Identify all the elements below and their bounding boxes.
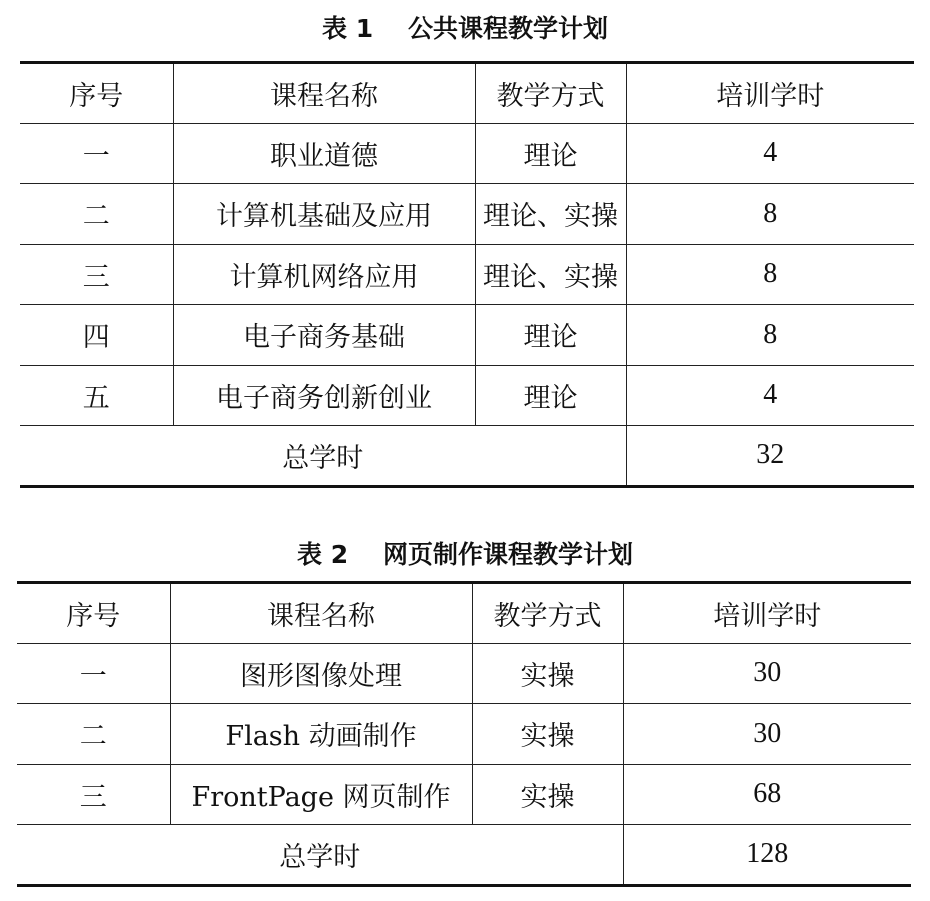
total-hours-value: 32 bbox=[626, 426, 914, 487]
table-row bbox=[20, 244, 914, 305]
total-hours-value: 128 bbox=[623, 825, 911, 886]
teaching-method: 理论、实操 bbox=[475, 244, 626, 305]
teaching-method: 实操 bbox=[472, 704, 623, 765]
teaching-method: 实操 bbox=[472, 643, 623, 704]
course-name: 计算机网络应用 bbox=[173, 244, 475, 305]
course-name: 职业道德 bbox=[173, 123, 475, 184]
course-name: Flash 动画制作 bbox=[170, 704, 472, 765]
course-name: 电子商务基础 bbox=[173, 305, 475, 366]
total-hours-label: 总学时 bbox=[20, 426, 626, 487]
table-header-row bbox=[20, 63, 914, 124]
table-1-caption: 表 1 公共课程教学计划 bbox=[322, 14, 608, 43]
training-hours: 68 bbox=[623, 764, 911, 825]
training-hours: 30 bbox=[623, 643, 911, 704]
table-total-row bbox=[17, 825, 911, 886]
table-2-caption: 表 2 网页制作课程教学计划 bbox=[297, 540, 633, 569]
header-course-name: 课程名称 bbox=[170, 583, 472, 644]
table-total-row bbox=[20, 426, 914, 487]
training-hours: 8 bbox=[626, 305, 914, 366]
table-row bbox=[17, 704, 911, 765]
row-index: 一 bbox=[20, 123, 173, 184]
header-index: 序号 bbox=[20, 63, 173, 124]
header-course-name: 课程名称 bbox=[173, 63, 475, 124]
row-index: 三 bbox=[17, 764, 170, 825]
course-name: FrontPage 网页制作 bbox=[170, 764, 472, 825]
teaching-method: 理论 bbox=[475, 365, 626, 426]
teaching-method: 实操 bbox=[472, 764, 623, 825]
header-teaching-method: 教学方式 bbox=[475, 63, 626, 124]
course-name: 图形图像处理 bbox=[170, 643, 472, 704]
table-row bbox=[20, 305, 914, 366]
teaching-method: 理论、实操 bbox=[475, 184, 626, 245]
training-hours: 8 bbox=[626, 184, 914, 245]
teaching-method: 理论 bbox=[475, 305, 626, 366]
training-hours: 4 bbox=[626, 123, 914, 184]
header-training-hours: 培训学时 bbox=[626, 63, 914, 124]
table-row bbox=[20, 365, 914, 426]
table-row bbox=[17, 643, 911, 704]
training-hours: 4 bbox=[626, 365, 914, 426]
training-hours: 8 bbox=[626, 244, 914, 305]
row-index: 一 bbox=[17, 643, 170, 704]
row-index: 三 bbox=[20, 244, 173, 305]
teaching-method: 理论 bbox=[475, 123, 626, 184]
table-header-row bbox=[17, 583, 911, 644]
training-hours: 30 bbox=[623, 704, 911, 765]
header-training-hours: 培训学时 bbox=[623, 583, 911, 644]
total-hours-label: 总学时 bbox=[17, 825, 623, 886]
public-courses-table bbox=[20, 61, 914, 488]
row-index: 二 bbox=[17, 704, 170, 765]
table-row bbox=[20, 123, 914, 184]
header-teaching-method: 教学方式 bbox=[472, 583, 623, 644]
row-index: 四 bbox=[20, 305, 173, 366]
web-design-courses-table bbox=[17, 581, 911, 887]
table-row bbox=[20, 184, 914, 245]
table-row bbox=[17, 764, 911, 825]
course-name: 电子商务创新创业 bbox=[173, 365, 475, 426]
row-index: 二 bbox=[20, 184, 173, 245]
header-index: 序号 bbox=[17, 583, 170, 644]
course-name: 计算机基础及应用 bbox=[173, 184, 475, 245]
row-index: 五 bbox=[20, 365, 173, 426]
